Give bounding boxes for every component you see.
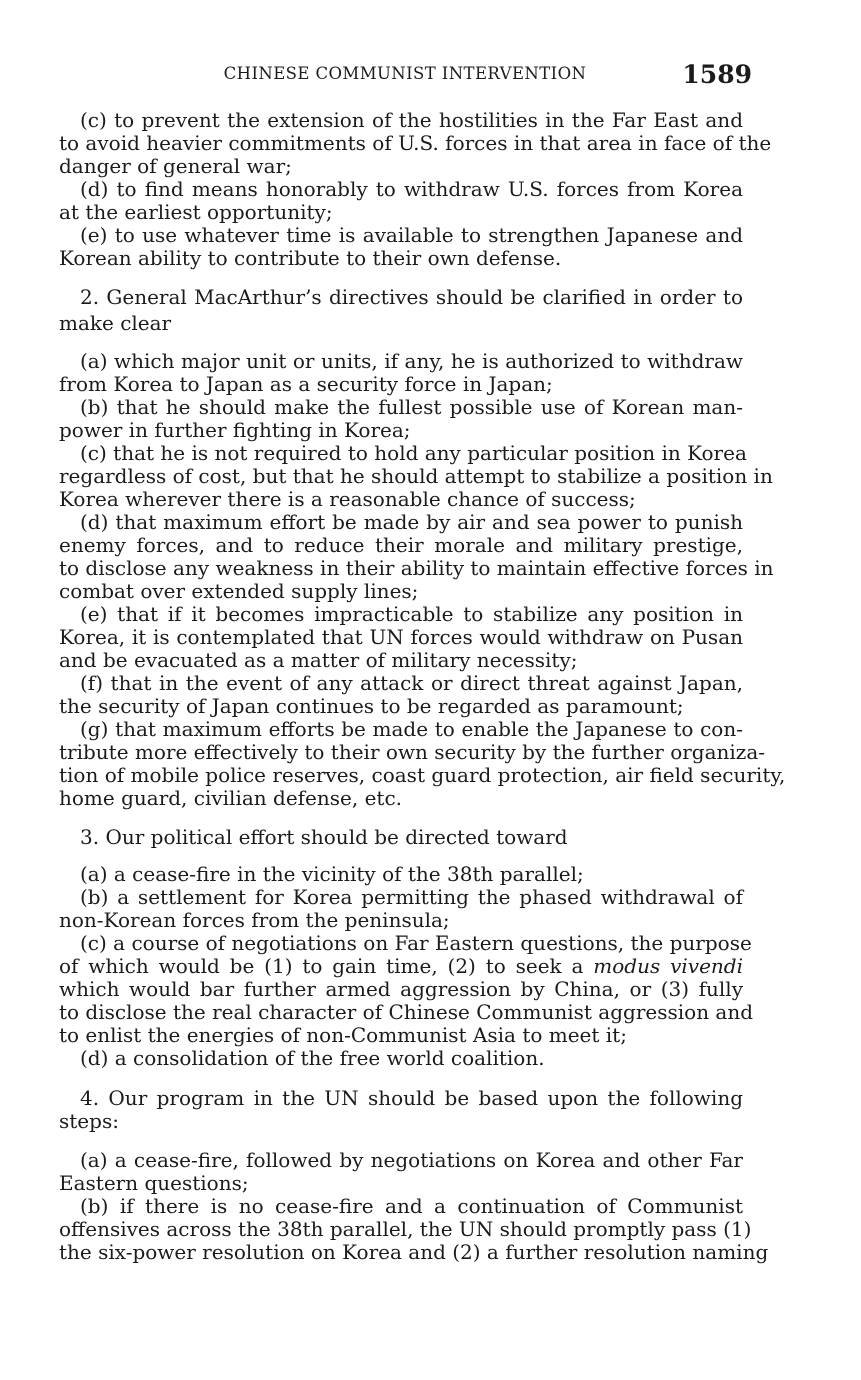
text-line: danger of general war;: [59, 154, 292, 178]
text-line: (c) a course of negotiations on Far Eastern questions, the purpose: [80, 931, 752, 955]
text-line: 4. Our program in the UN should be based upon the following: [80, 1086, 743, 1110]
text-line: Korea, it is contemplated that UN forces would withdraw on Pusan: [59, 625, 743, 649]
text-line: (g) that maximum efforts be made to enable the Japanese to con-: [80, 717, 743, 741]
text-line: to enlist the energies of non-Communist Asia to meet it;: [59, 1023, 627, 1047]
text-line: to disclose any weakness in their ability to maintain effective forces in: [59, 556, 774, 580]
text-line: 2. General MacArthur’s directives should be clarified in order to: [80, 285, 743, 309]
text-line: (d) to find means honorably to withdraw U.S. forces from Korea: [80, 177, 743, 201]
text-line: (f) that in the event of any attack or direct threat against Japan,: [80, 671, 743, 695]
text-line: combat over extended supply lines;: [59, 579, 419, 603]
text-line: (a) a cease-fire, followed by negotiations on Korea and other Far: [80, 1148, 743, 1172]
text-line: and be evacuated as a matter of military necessity;: [59, 648, 578, 672]
italic-phrase: modus vivendi: [593, 954, 743, 978]
text-line: Eastern questions;: [59, 1171, 249, 1195]
text-line: make clear: [59, 311, 172, 335]
text-line: tribute more effectively to their own security by the further organiza-: [59, 740, 766, 764]
running-title: CHINESE COMMUNIST INTERVENTION: [223, 64, 587, 83]
text-line: (e) to use whatever time is available to strengthen Japanese and: [80, 223, 743, 247]
running-header: [58, 60, 752, 92]
text-line: (b) that he should make the fullest possible use of Korean man-: [80, 395, 743, 419]
text-line: Korea wherever there is a reasonable chance of success;: [59, 487, 636, 511]
text-line: tion of mobile police reserves, coast guard protection, air field security,: [59, 763, 786, 787]
text-line: (d) a consolidation of the free world coalition.: [80, 1046, 545, 1070]
text-line: steps:: [59, 1109, 119, 1133]
text-line: (a) a cease-fire in the vicinity of the 38th parallel;: [80, 862, 584, 886]
text-line: (b) if there is no cease-fire and a continuation of Communist: [80, 1194, 743, 1218]
text-line: home guard, civilian defense, etc.: [59, 786, 403, 810]
text-line: power in further fighting in Korea;: [59, 418, 411, 442]
text-line: Korean ability to contribute to their own defense.: [59, 246, 562, 270]
text-line: enemy forces, and to reduce their morale and military prestige,: [59, 533, 743, 557]
text-line: to disclose the real character of Chinese Communist aggression and: [59, 1000, 754, 1024]
text-line: the security of Japan continues to be regarded as paramount;: [59, 694, 684, 718]
text-line: (c) that he is not required to hold any particular position in Korea: [80, 441, 747, 465]
text-line: (b) a settlement for Korea permitting the phased withdrawal of: [80, 885, 743, 909]
text-line: (e) that if it becomes impracticable to stabilize any position in: [80, 602, 743, 626]
text-line: (a) which major unit or units, if any, he is authorized to withdraw: [80, 349, 743, 373]
text-line: at the earliest opportunity;: [59, 200, 333, 224]
text-line: 3. Our political effort should be directed toward: [80, 825, 568, 849]
text-line: (d) that maximum effort be made by air and sea power to punish: [80, 510, 743, 534]
text-line: offensives across the 38th parallel, the UN should promptly pass (1): [59, 1217, 752, 1241]
text-line: [59, 955, 743, 978]
text-line: (c) to prevent the extension of the hostilities in the Far East and: [80, 108, 743, 132]
text-line-part: of which would be (1) to gain time, (2) to seek a: [59, 954, 594, 978]
text-line: regardless of cost, but that he should attempt to stabilize a position in: [59, 464, 773, 488]
text-line: to avoid heavier commitments of U.S. forces in that area in face of the: [59, 131, 772, 155]
text-line: non-Korean forces from the peninsula;: [59, 908, 450, 932]
text-line: which would bar further armed aggression by China, or (3) fully: [59, 977, 743, 1001]
text-line: from Korea to Japan as a security force in Japan;: [59, 372, 553, 396]
text-line: the six-power resolution on Korea and (2) a further resolution naming: [59, 1240, 769, 1264]
page-number: 1589: [682, 60, 752, 89]
